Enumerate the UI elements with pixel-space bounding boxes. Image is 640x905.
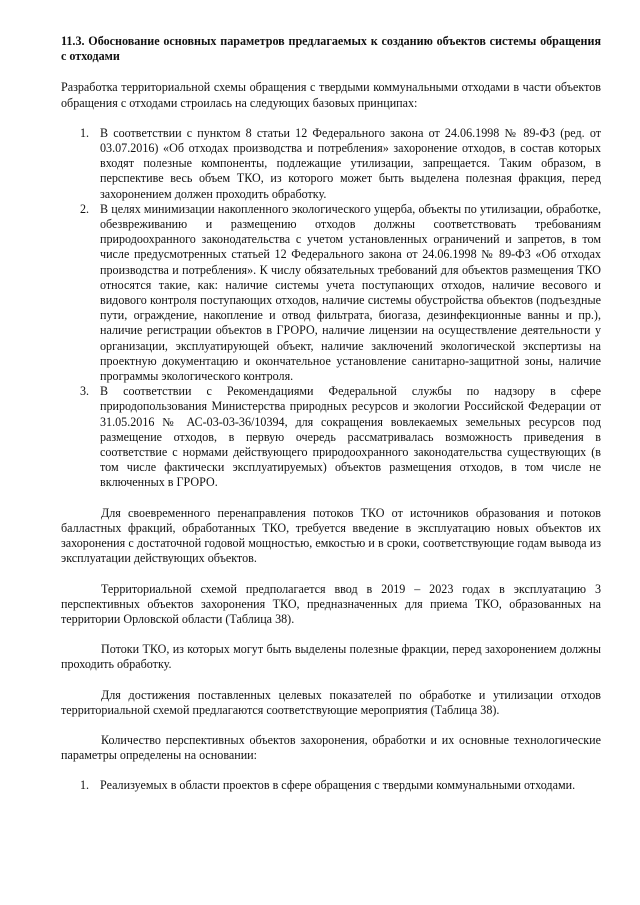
list-item — [61, 202, 601, 384]
section-heading: 11.3. Обоснование основных параметров предлагаемых к созданию объектов системы обращения с отходами — [61, 34, 601, 64]
list-number: 3. — [80, 384, 90, 399]
intro-paragraph: Разработка территориальной схемы обращения с твердыми коммунальными отходами в части объектов обращения с отходами строилась на следующих базовых принципах: — [61, 80, 601, 110]
body-paragraph: Для достижения поставленных целевых показателей по обработке и утилизации отходов территориальной схемой предлагаются соответствующие мероприятия (Таблица 38). — [61, 687, 601, 717]
body-paragraph: Территориальной схемой предполагается ввод в 2019 – 2023 годах в эксплуатацию 3 перспективных объектов захоронения ТКО, предназначенных для приема ТКО, образованных на территории Орловской области (Таблица 38). — [61, 581, 601, 626]
list-item-text: В целях минимизации накопленного экологического ущерба, объекты по утилизации, обработке, обезвреживанию и размещению отходов должны соответствовать требованиям природоохранного законодательства с учетом установленных ограничений и запретов, в том числе предусмотренных статьей 12 Федерального закона от 24.06.1998 № 89-ФЗ «Об отходах производства и потребления». К числу обязательных требований для объектов размещения ТКО относятся такие, как: наличие системы учета поступающих отходов, наличие весового и видового контроля поступающих отходов, наличие системы обустройства объектов (подъездные пути, ограждение, накопление и отвод фильтрата, биогаза, дезинфекционные ванны и пр.), наличие регистрации объектов в ГРОРО, наличие лицензии на осуществление деятельности у организации, эксплуатирующей объект, наличие заключений экологической экспертизы на проектную документацию и окончательное установление санитарно-защитной зоны, наличие программы экологического контроля. — [100, 201, 601, 384]
principles-list — [61, 126, 601, 491]
list-number: 2. — [80, 201, 90, 216]
list-number: 1. — [80, 778, 90, 793]
list-item-text: В соответствии с пунктом 8 статьи 12 Федерального закона от 24.06.1998 № 89-ФЗ (ред. от 03.07.2016) «Об отходах производства и потребления» захоронение отходов, в состав которых входят полезные компоненты, подлежащие утилизации, запрещается. Таким образом, в перспективе весь объем ТКО, из которого может быть выделена полезная фракция, перед захоронением должен проходить обработку. — [100, 125, 601, 201]
list-item — [61, 384, 601, 490]
list-item-text: В соответствии с Рекомендациями Федеральной службы по надзору в сфере природопользования Министерства природных ресурсов и экологии Российской Федерации от 31.05.2016 № АС-03-03-36/10394, для сокращения вовлекаемых земельных ресурсов под размещение отходов, в первую очередь рассматривалась возможность приведения в соответствие с нормами действующего природоохранного законодательства существующих (в том числе фактически эксплуатируемых) объектов размещения отходов, в том числе не включенных в ГРОРО. — [100, 384, 601, 490]
body-paragraph: Для своевременного перенаправления потоков ТКО от источников образования и потоков балластных фракций, обработанных ТКО, требуется введение в эксплуатацию новых объектов их захоронения с достаточной годовой мощностью, емкостью и в сроки, соответствующие годам вывода из эксплуатации действующих объектов. — [61, 505, 601, 566]
document-page — [61, 34, 601, 809]
list-number: 1. — [80, 125, 90, 140]
body-paragraph: Количество перспективных объектов захоронения, обработки и их основные технологические параметры определены на основании: — [61, 732, 601, 763]
body-paragraph: Потоки ТКО, из которых могут быть выделены полезные фракции, перед захоронением должны проходить обработку. — [61, 642, 601, 672]
list-item — [61, 126, 601, 202]
list-item-text: Реализуемых в области проектов в сфере обращения с твердыми коммунальными отходами. — [100, 778, 576, 793]
list-item — [61, 778, 601, 793]
basis-list — [61, 778, 601, 793]
